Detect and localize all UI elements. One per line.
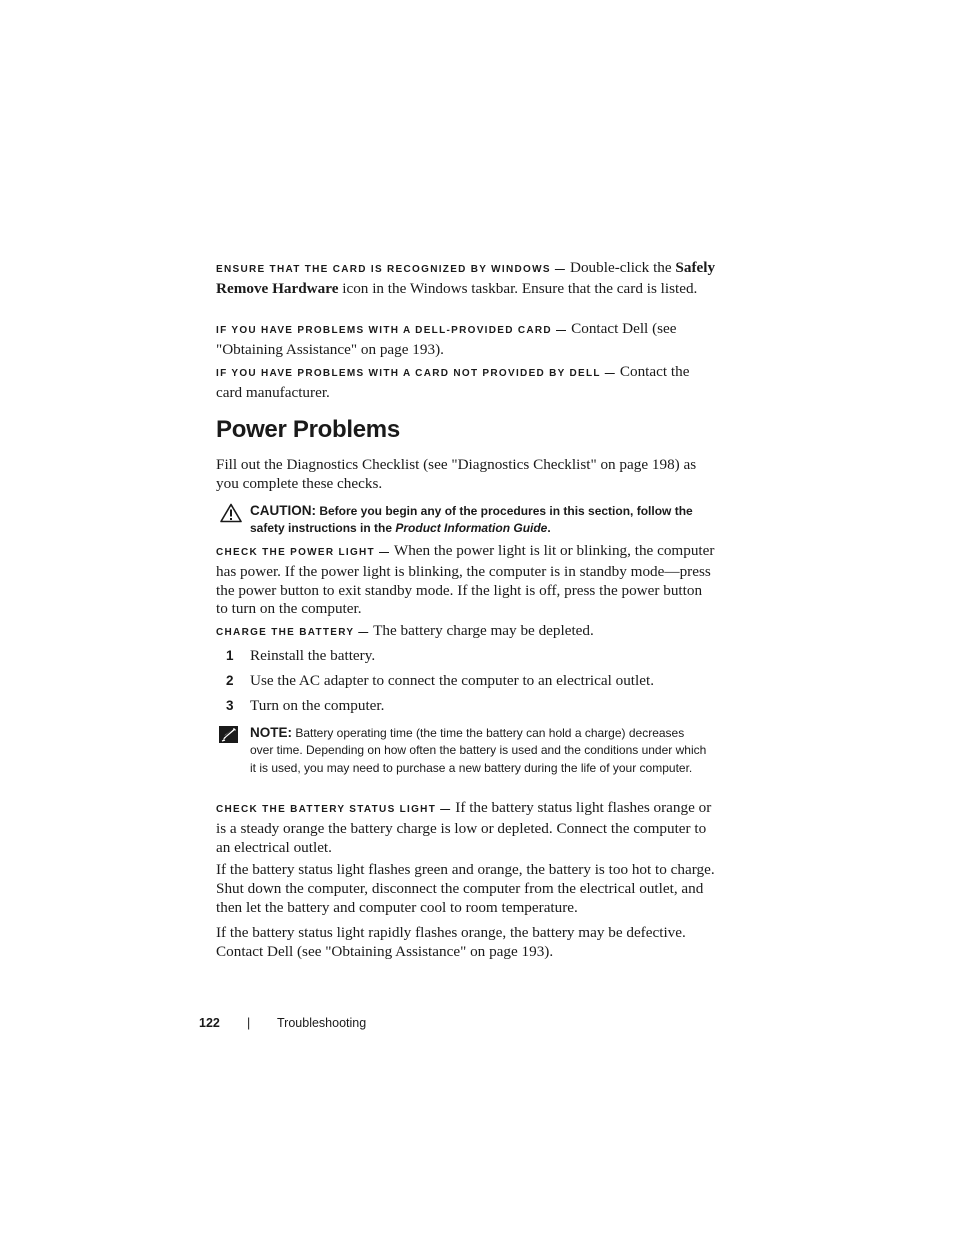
paragraph-dell-card: [216, 320, 716, 360]
step-number: 2: [226, 673, 234, 688]
caution-triangle-icon: [220, 503, 242, 523]
note-pencil-icon: [218, 725, 240, 745]
note-text: [250, 724, 710, 777]
runin-heading: CHARGE THE BATTERY —: [216, 627, 370, 638]
note-body: Battery operating time (the time the battery can hold a charge) decreases over time. Depending on how often the battery is used and the conditions under which it is used, you may need to purchase a new battery during the life of your computer.: [250, 726, 707, 775]
step-text: Use the AC adapter to connect the computer to an electrical outlet.: [250, 672, 655, 689]
paragraph-green-orange: If the battery status light flashes green and orange, the battery is too hot to charge. Shut down the computer, disconnect the computer from the electrical outlet, and then let the battery and computer cool to room temperature.: [216, 861, 715, 916]
runin-heading: CHECK THE BATTERY STATUS LIGHT —: [216, 804, 452, 815]
page-number: 122: [199, 1016, 220, 1030]
paragraph-rapid-orange: If the battery status light rapidly flashes orange, the battery may be defective. Contact Dell (see "Obtaining Assistance" on page 193).: [216, 924, 686, 960]
step-number: 1: [226, 648, 234, 663]
paragraph-text: The battery charge may be depleted.: [369, 622, 594, 639]
caution-label: CAUTION:: [250, 503, 316, 518]
step-number: 3: [226, 698, 234, 713]
caution-end: .: [547, 521, 551, 536]
runin-heading: CHECK THE POWER LIGHT —: [216, 547, 391, 558]
paragraph-text: Contact the card manufacturer.: [216, 363, 690, 401]
paragraph-non-dell-card: [216, 363, 716, 403]
paragraph-text: icon in the Windows taskbar. Ensure that the card is listed.: [338, 279, 698, 297]
guide-title: Product Information Guide: [395, 521, 548, 536]
bold-term: Safely Remove Hardware: [216, 259, 716, 297]
footer-separator: |: [247, 1016, 251, 1030]
paragraph-ensure-card: [216, 259, 716, 299]
note-notice: [216, 724, 716, 794]
paragraph-text: When the power light is lit or blinking, the computer has power. If the power light is blinking, the computer is in standby mode—press the power button to exit standby mode. If the light is off, press the power button to turn on the computer.: [216, 542, 715, 618]
paragraph-charge-battery: [216, 622, 716, 643]
runin-heading: IF YOU HAVE PROBLEMS WITH A CARD NOT PROVIDED BY DELL —: [216, 368, 617, 379]
step-text: Reinstall the battery.: [250, 647, 376, 664]
paragraph-check-power: [216, 542, 716, 619]
runin-heading: IF YOU HAVE PROBLEMS WITH A DELL-PROVIDED CARD —: [216, 325, 568, 336]
caution-text: [250, 502, 710, 538]
paragraph-check-status: [216, 799, 716, 857]
caution-notice: [216, 502, 716, 538]
section-intro: Fill out the Diagnostics Checklist (see "Diagnostics Checklist" on page 198) as you complete these checks.: [216, 456, 697, 492]
caution-body: Before you begin any of the procedures in this section, follow the safety instructions in the: [250, 504, 693, 536]
runin-heading: ENSURE THAT THE CARD IS RECOGNIZED BY WINDOWS —: [216, 264, 567, 275]
note-label: NOTE:: [250, 725, 292, 740]
step-text: Turn on the computer.: [250, 697, 385, 714]
paragraph-text: Double-click the: [566, 259, 676, 276]
paragraph-text: If the battery status light flashes orange or is a steady orange the battery charge is low or depleted. Connect the computer to an electrical outlet.: [216, 799, 712, 856]
section-title: Power Problems: [216, 416, 400, 443]
footer-section: Troubleshooting: [277, 1016, 367, 1030]
paragraph-text: Contact Dell (see "Obtaining Assistance" on page 193).: [216, 320, 677, 358]
